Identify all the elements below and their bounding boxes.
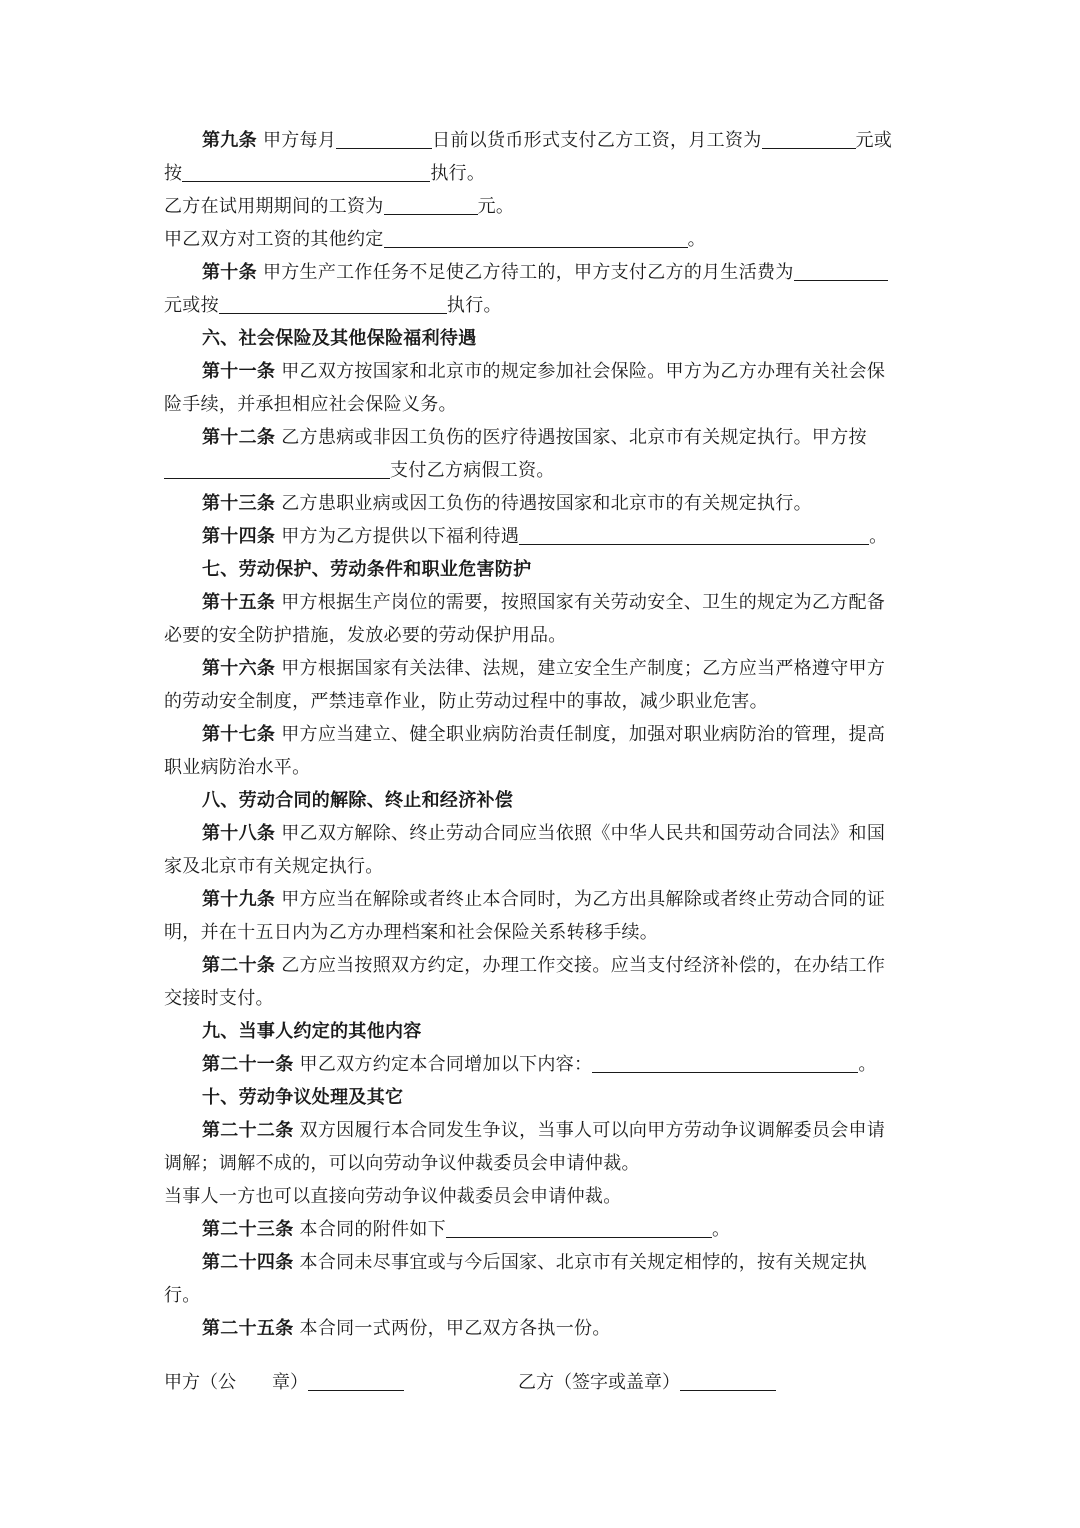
article-10-line-2 (164, 289, 916, 322)
article-label: 第十四条 (202, 526, 276, 547)
article-text: 甲方每月 (262, 130, 337, 151)
article-text: 甲方根据国家有关法律、法规，建立安全生产制度；乙方应当严格遵守甲方 (281, 658, 886, 679)
article-15-line-1 (164, 586, 916, 619)
article-text: 甲方为乙方提供以下福利待遇 (281, 526, 520, 547)
blank-field (519, 522, 869, 545)
article-text: 元。 (477, 196, 515, 217)
contract-page (164, 124, 916, 1345)
article-20-line-1 (164, 949, 916, 982)
article-22-line-2 (164, 1147, 916, 1180)
article-text: 元或 (855, 130, 893, 151)
article-label: 第二十五条 (202, 1318, 294, 1339)
article-text: 日前以货币形式支付乙方工资，月工资为 (432, 130, 762, 151)
article-text: 调解；调解不成的，可以向劳动争议仲裁委员会申请仲裁。 (164, 1153, 640, 1174)
article-19-line-2 (164, 916, 916, 949)
blank-field (384, 192, 478, 215)
article-label: 第十一条 (202, 361, 276, 382)
article-text: 甲乙双方约定本合同增加以下内容： (299, 1054, 593, 1075)
blank-field (182, 159, 430, 182)
article-text: 明，并在十五日内为乙方办理档案和社会保险关系转移手续。 (164, 922, 659, 943)
article-label: 第十八条 (202, 823, 276, 844)
article-21-line-1 (164, 1048, 916, 1081)
section-heading-9: 九、当事人约定的其他内容 (202, 1021, 422, 1042)
blank-field (219, 291, 447, 314)
section-heading-6: 六、社会保险及其他保险福利待遇 (202, 328, 477, 349)
article-17-line-2 (164, 751, 916, 784)
party-b-signature (518, 1366, 776, 1399)
article-22-line-3 (164, 1180, 916, 1213)
blank-field (384, 225, 688, 248)
article-24-line-2 (164, 1279, 916, 1312)
article-text: 双方因履行本合同发生争议，当事人可以向甲方劳动争议调解委员会申请 (299, 1120, 886, 1141)
article-text: 当事人一方也可以直接向劳动争议仲裁委员会申请仲裁。 (164, 1186, 622, 1207)
article-text: 按 (164, 163, 183, 184)
article-text: 乙方应当按照双方约定，办理工作交接。应当支付经济补偿的，在办结工作 (281, 955, 886, 976)
article-11-line-2 (164, 388, 916, 421)
party-b-signature-field (680, 1368, 776, 1391)
article-label: 第十五条 (202, 592, 276, 613)
article-text: 职业病防治水平。 (164, 757, 311, 778)
article-text: 。 (687, 229, 706, 250)
article-9-line-1 (164, 124, 916, 157)
article-text: 险手续，并承担相应社会保险义务。 (164, 394, 457, 415)
article-9-line-2 (164, 157, 916, 190)
article-label: 第十二条 (202, 427, 276, 448)
article-text: 必要的安全防护措施，发放必要的劳动保护用品。 (164, 625, 567, 646)
article-text: 。 (869, 526, 888, 547)
article-label: 第九条 (202, 130, 257, 151)
article-12-line-1 (164, 421, 916, 454)
article-15-line-2 (164, 619, 916, 652)
signature-row (164, 1366, 916, 1399)
section-heading-7: 七、劳动保护、劳动条件和职业危害防护 (202, 559, 532, 580)
article-text: 本合同未尽事宜或与今后国家、北京市有关规定相悖的，按有关规定执 (299, 1252, 867, 1273)
blank-field (592, 1050, 858, 1073)
article-text: 行。 (164, 1285, 201, 1306)
article-text: 甲方根据生产岗位的需要，按照国家有关劳动安全、卫生的规定为乙方配备 (281, 592, 886, 613)
article-16-line-2 (164, 685, 916, 718)
article-text: 。 (858, 1054, 877, 1075)
article-text: 。 (711, 1219, 731, 1240)
article-label: 第十七条 (202, 724, 276, 745)
article-22-line-1 (164, 1114, 916, 1147)
article-text: 本合同的附件如下 (299, 1219, 446, 1240)
article-label: 第二十条 (202, 955, 276, 976)
article-text: 甲方生产工作任务不足使乙方待工的，甲方支付乙方的月生活费为 (262, 262, 794, 283)
article-14-line-1 (164, 520, 916, 553)
article-9-line-3 (164, 190, 916, 223)
article-label: 第二十一条 (202, 1054, 294, 1075)
article-label: 第二十四条 (202, 1252, 294, 1273)
article-18-line-1 (164, 817, 916, 850)
article-18-line-2 (164, 850, 916, 883)
article-text: 元或按 (164, 295, 219, 316)
party-a-label: 甲方（公 章） (164, 1372, 308, 1393)
article-text: 甲乙双方解除、终止劳动合同应当依照《中华人民共和国劳动合同法》和国 (281, 823, 886, 844)
article-text: 交接时支付。 (164, 988, 274, 1009)
article-20-line-2 (164, 982, 916, 1015)
article-text: 甲方应当在解除或者终止本合同时，为乙方出具解除或者终止劳动合同的证 (281, 889, 886, 910)
section-heading-10: 十、劳动争议处理及其它 (202, 1087, 404, 1108)
article-label: 第十条 (202, 262, 257, 283)
blank-field (446, 1215, 712, 1238)
article-25-line-1 (164, 1312, 916, 1345)
article-label: 第十三条 (202, 493, 276, 514)
article-text: 甲乙双方按国家和北京市的规定参加社会保险。甲方为乙方办理有关社会保 (281, 361, 886, 382)
article-text: 乙方患病或非因工负伤的医疗待遇按国家、北京市有关规定执行。甲方按 (281, 427, 867, 448)
article-label: 第二十二条 (202, 1120, 294, 1141)
party-b-label: 乙方（签字或盖章） (518, 1372, 680, 1393)
article-text: 乙方在试用期期间的工资为 (164, 196, 384, 217)
article-text: 甲乙双方对工资的其他约定 (164, 229, 384, 250)
article-19-line-1 (164, 883, 916, 916)
blank-field (762, 126, 856, 149)
article-label: 第二十三条 (202, 1219, 294, 1240)
article-text: 执行。 (446, 295, 502, 316)
article-text: 支付乙方病假工资。 (390, 460, 555, 481)
article-11-line-1 (164, 355, 916, 388)
party-a-signature (164, 1366, 404, 1399)
article-text: 的劳动安全制度，严禁违章作业，防止劳动过程中的事故，减少职业危害。 (164, 691, 768, 712)
article-17-line-1 (164, 718, 916, 751)
article-text: 本合同一式两份，甲乙双方各执一份。 (299, 1318, 611, 1339)
article-label: 第十六条 (202, 658, 276, 679)
blank-field (164, 456, 390, 479)
article-text: 家及北京市有关规定执行。 (164, 856, 384, 877)
blank-field (336, 126, 432, 149)
article-23-line-1 (164, 1213, 916, 1246)
party-a-signature-field (308, 1368, 404, 1391)
article-9-line-4 (164, 223, 916, 256)
article-text: 执行。 (430, 163, 486, 184)
article-text: 乙方患职业病或因工负伤的待遇按国家和北京市的有关规定执行。 (281, 493, 812, 514)
article-text: 甲方应当建立、健全职业病防治责任制度，加强对职业病防治的管理，提高 (281, 724, 886, 745)
article-16-line-1 (164, 652, 916, 685)
article-24-line-1 (164, 1246, 916, 1279)
article-10-line-1 (164, 256, 916, 289)
article-12-line-2 (164, 454, 916, 487)
article-13-line-1 (164, 487, 916, 520)
section-heading-8: 八、劳动合同的解除、终止和经济补偿 (202, 790, 514, 811)
blank-field (794, 258, 888, 281)
article-label: 第十九条 (202, 889, 276, 910)
